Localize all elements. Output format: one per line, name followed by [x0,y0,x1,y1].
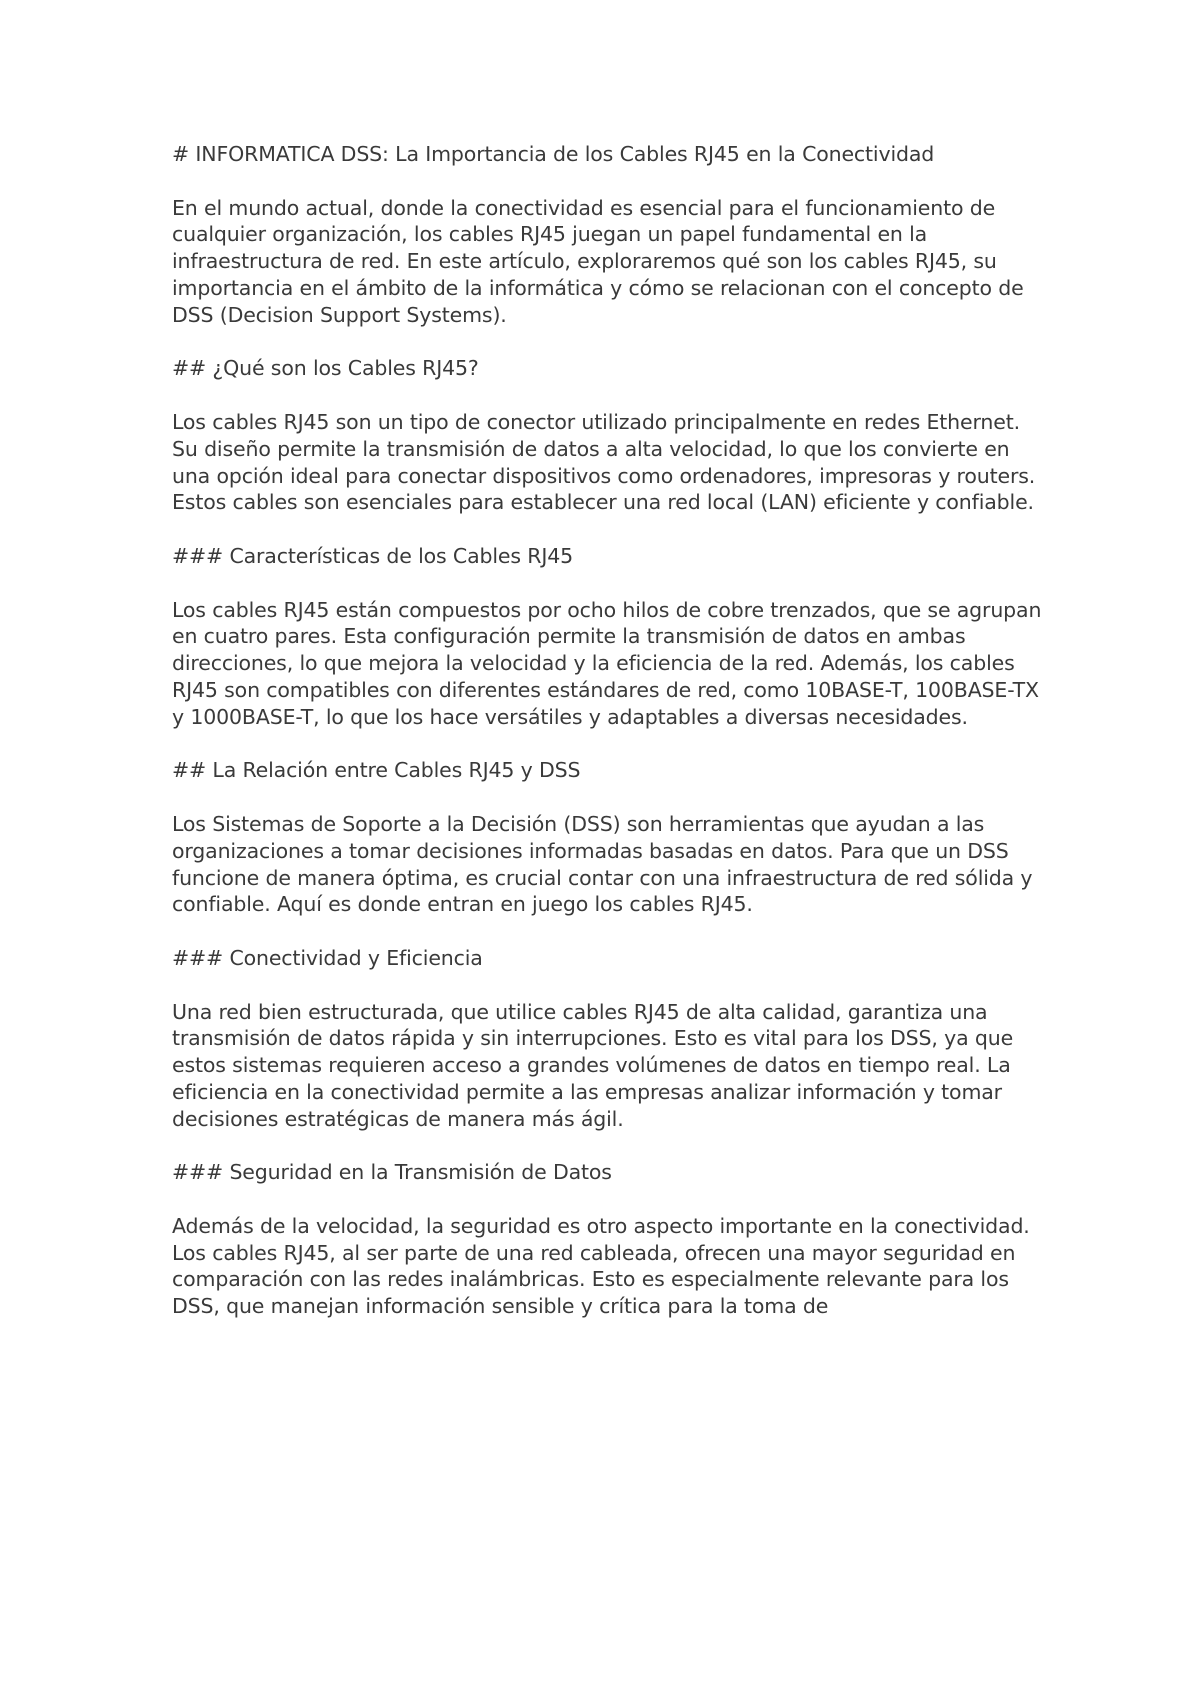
section-paragraph-what-are-rj45: Los cables RJ45 son un tipo de conector utilizado principalmente en redes Ethernet. Su diseño permite la transmisión de datos a alta velocidad, lo que los convierte en una opción ideal para conectar dispositivos como ordenadores, impresoras y routers. Estos cables son esenciales para establecer una red local (LAN) eficiente y confiable. [172,409,1036,515]
section-paragraph-connectivity: Una red bien estructurada, que utilice cables RJ45 de alta calidad, garantiza una transmisión de datos rápida y sin interrupciones. Esto es vital para los DSS, ya que estos sistemas requieren acceso a grandes volúmenes de datos en tiempo real. La eficiencia en la conectividad permite a las empresas analizar información y tomar decisiones estratégicas de manera más ágil. [172,999,1014,1131]
section-paragraph-characteristics: Los cables RJ45 están compuestos por ocho hilos de cobre trenzados, que se agrupan en cuatro pares. Esta configuración permite la transmisión de datos en ambas direcciones, lo que mejora la velocidad y la eficiencia de la red. Además, los cables RJ45 son compatibles con diferentes estándares de red, como 10BASE-T, 100BASE-TX y 1000BASE-T, lo que los hace versátiles y adaptables a diversas necesidades. [172,597,1042,729]
intro-paragraph: En el mundo actual, donde la conectividad es esencial para el funcionamiento de cualquier organización, los cables RJ45 juegan un papel fundamental en la infraestructura de red. En este artículo, exploraremos qué son los cables RJ45, su importancia en el ámbito de la informática y cómo se relacionan con el concepto de DSS (Decision Support Systems). [172,195,1024,327]
section-heading-security: ### Seguridad en la Transmisión de Datos [172,1160,612,1185]
section-heading-connectivity: ### Conectividad y Eficiencia [172,945,483,970]
section-paragraph-security: Además de la velocidad, la seguridad es otro aspecto importante en la conectividad. Los cables RJ45, al ser parte de una red cableada, ofrecen una mayor seguridad en comparación con las redes inalámbricas. Esto es especialmente relevante para los DSS, que manejan información sensible y crítica para la toma de [172,1213,1030,1319]
document-body [172,141,1052,1347]
section-heading-characteristics: ### Características de los Cables RJ45 [172,543,574,568]
section-paragraph-relation-dss: Los Sistemas de Soporte a la Decisión (DSS) son herramientas que ayudan a las organizaciones a tomar decisiones informadas basadas en datos. Para que un DSS funcione de manera óptima, es crucial contar con una infraestructura de red sólida y confiable. Aquí es donde entran en juego los cables RJ45. [172,811,1033,917]
document-title: # INFORMATICA DSS: La Importancia de los Cables RJ45 en la Conectividad [172,142,935,166]
section-heading-what-are-rj45: ## ¿Qué son los Cables RJ45? [172,356,479,381]
section-heading-relation-dss: ## La Relación entre Cables RJ45 y DSS [172,758,581,783]
